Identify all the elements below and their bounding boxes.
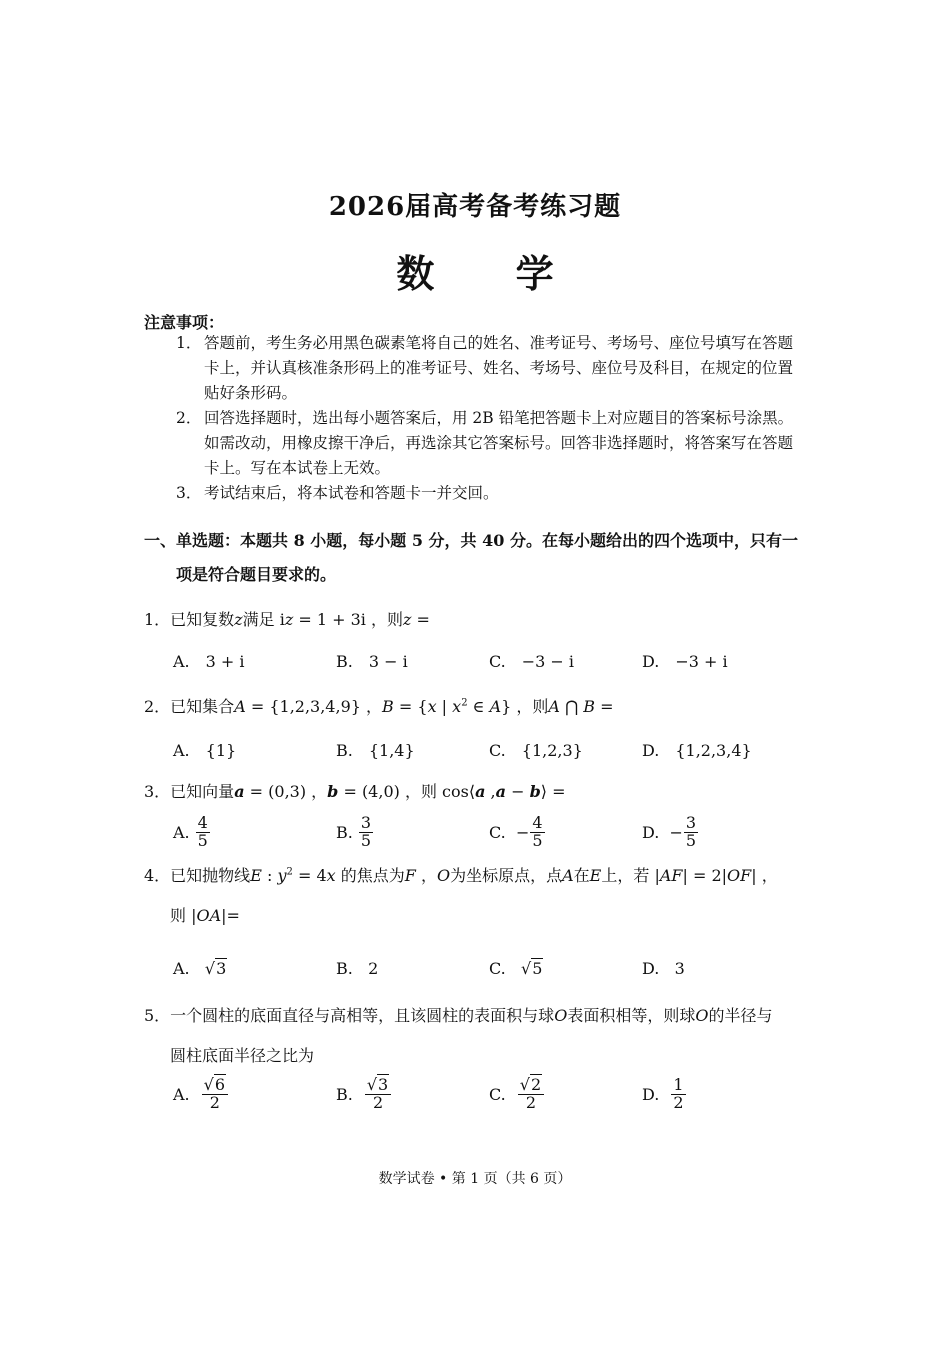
section-heading [144, 524, 814, 592]
question-5-stem-line2: 圆柱底面半径之比为 [170, 1046, 315, 1065]
question-4-option-c: C. √5 [489, 959, 543, 978]
section-heading-line1: 一、单选题：本题共 8 小题，每小题 5 分，共 40 分。在每小题给出的四个选项中，只有一 [144, 531, 798, 550]
question-4-option-d: D. 3 [642, 959, 685, 978]
sqrt-icon: √ [366, 1075, 378, 1094]
question-3-option-a: A. $\frac{4}{5}$ [173, 813, 208, 850]
question-2-option-a: A. {1} [173, 741, 237, 760]
question-2-option-c: C. {1,2,3} [489, 741, 583, 760]
question-2-option-d: D. {1,2,3,4} [642, 741, 752, 760]
notice-item-text: 回答选择题时，选出每小题答案后，用 2B 铅笔把答题卡上对应题目的答案标号涂黑。如需改动，用橡皮擦干净后，再选涂其它答案标号。回答非选择题时，将答案写在答题卡上。写在本试卷上无效。 [204, 409, 794, 477]
question-2-option-b: B. {1,4} [336, 741, 415, 760]
notice-item-number: 2． [176, 409, 202, 427]
sqrt-icon: √ [519, 1075, 530, 1094]
question-4-option-b: B. 2 [336, 959, 379, 978]
question-3-stem: 3．已知向量a = (0,3) ，b = (4,0) ，则 cos⟨a ,a − b⟩ = [144, 782, 566, 801]
exam-title: 2026届高考备考练习题 [328, 192, 622, 222]
page-footer: 数学试卷 • 第 1 页（共 6 页） [378, 1171, 572, 1187]
question-5-option-a: A. $\frac{√6}{2}$ [173, 1077, 228, 1112]
question-1-option-a: A. 3 + i [173, 652, 245, 671]
question-2-stem: 2．已知集合A = {1,2,3,4,9} ，B = {x | $x^2$ ∈ A} ，则A ⋂ B = [144, 697, 614, 716]
subject-title: 数 学 [396, 251, 588, 296]
question-1-option-d: D. −3 + i [642, 652, 728, 671]
question-1-option-b: B. 3 − i [336, 652, 408, 671]
notice-item [176, 481, 808, 506]
notice-item [176, 331, 808, 406]
question-5-option-c: C. $\frac{√2}{2}$ [489, 1077, 544, 1112]
question-3-option-c: C. − $\frac{4}{5}$ [489, 813, 543, 850]
question-3-option-d: D. − $\frac{3}{5}$ [642, 813, 697, 850]
question-4-stem: 4．已知抛物线E : $y^2 = 4x$ 的焦点为F ，O为坐标原点，点A在E上，若 |AF| = 2|OF| ， [144, 866, 778, 885]
question-5-option-d: D. $\frac{1}{2}$ [642, 1075, 684, 1112]
question-1-stem: 1．已知复数z满足 iz = 1 + 3i ，则z = [144, 610, 430, 629]
sqrt-icon: √ [203, 1075, 214, 1094]
notice-item [176, 406, 808, 481]
question-4-option-a: A. √3 [173, 959, 227, 978]
question-5-option-b: B. $\frac{√3}{2}$ [336, 1077, 391, 1112]
question-3-option-b: B. $\frac{3}{5}$ [336, 813, 372, 850]
question-5-stem: 5．一个圆柱的底面直径与高相等，且该圆柱的表面积与球O表面积相等，则球O的半径与 [144, 1006, 773, 1025]
notice-item-number: 3． [176, 484, 202, 502]
notice-heading: 注意事项： [144, 313, 225, 332]
sqrt-icon: √ [521, 959, 532, 978]
notice-item-text: 答题前，考生务必用黑色碳素笔将自己的姓名、准考证号、考场号、座位号填写在答题卡上，并认真核准条形码上的准考证号、姓名、考场号、座位号及科目，在规定的位置贴好条形码。 [204, 334, 794, 402]
notice-item-number: 1． [176, 334, 202, 352]
question-1-option-c: C. −3 − i [489, 652, 575, 671]
notice-item-text: 考试结束后，将本试卷和答题卡一并交回。 [204, 484, 499, 502]
section-heading-line2: 项是符合题目要求的。 [176, 565, 337, 584]
sqrt-icon: √ [204, 959, 216, 978]
question-4-stem-line2: 则 |OA|= [170, 906, 240, 925]
